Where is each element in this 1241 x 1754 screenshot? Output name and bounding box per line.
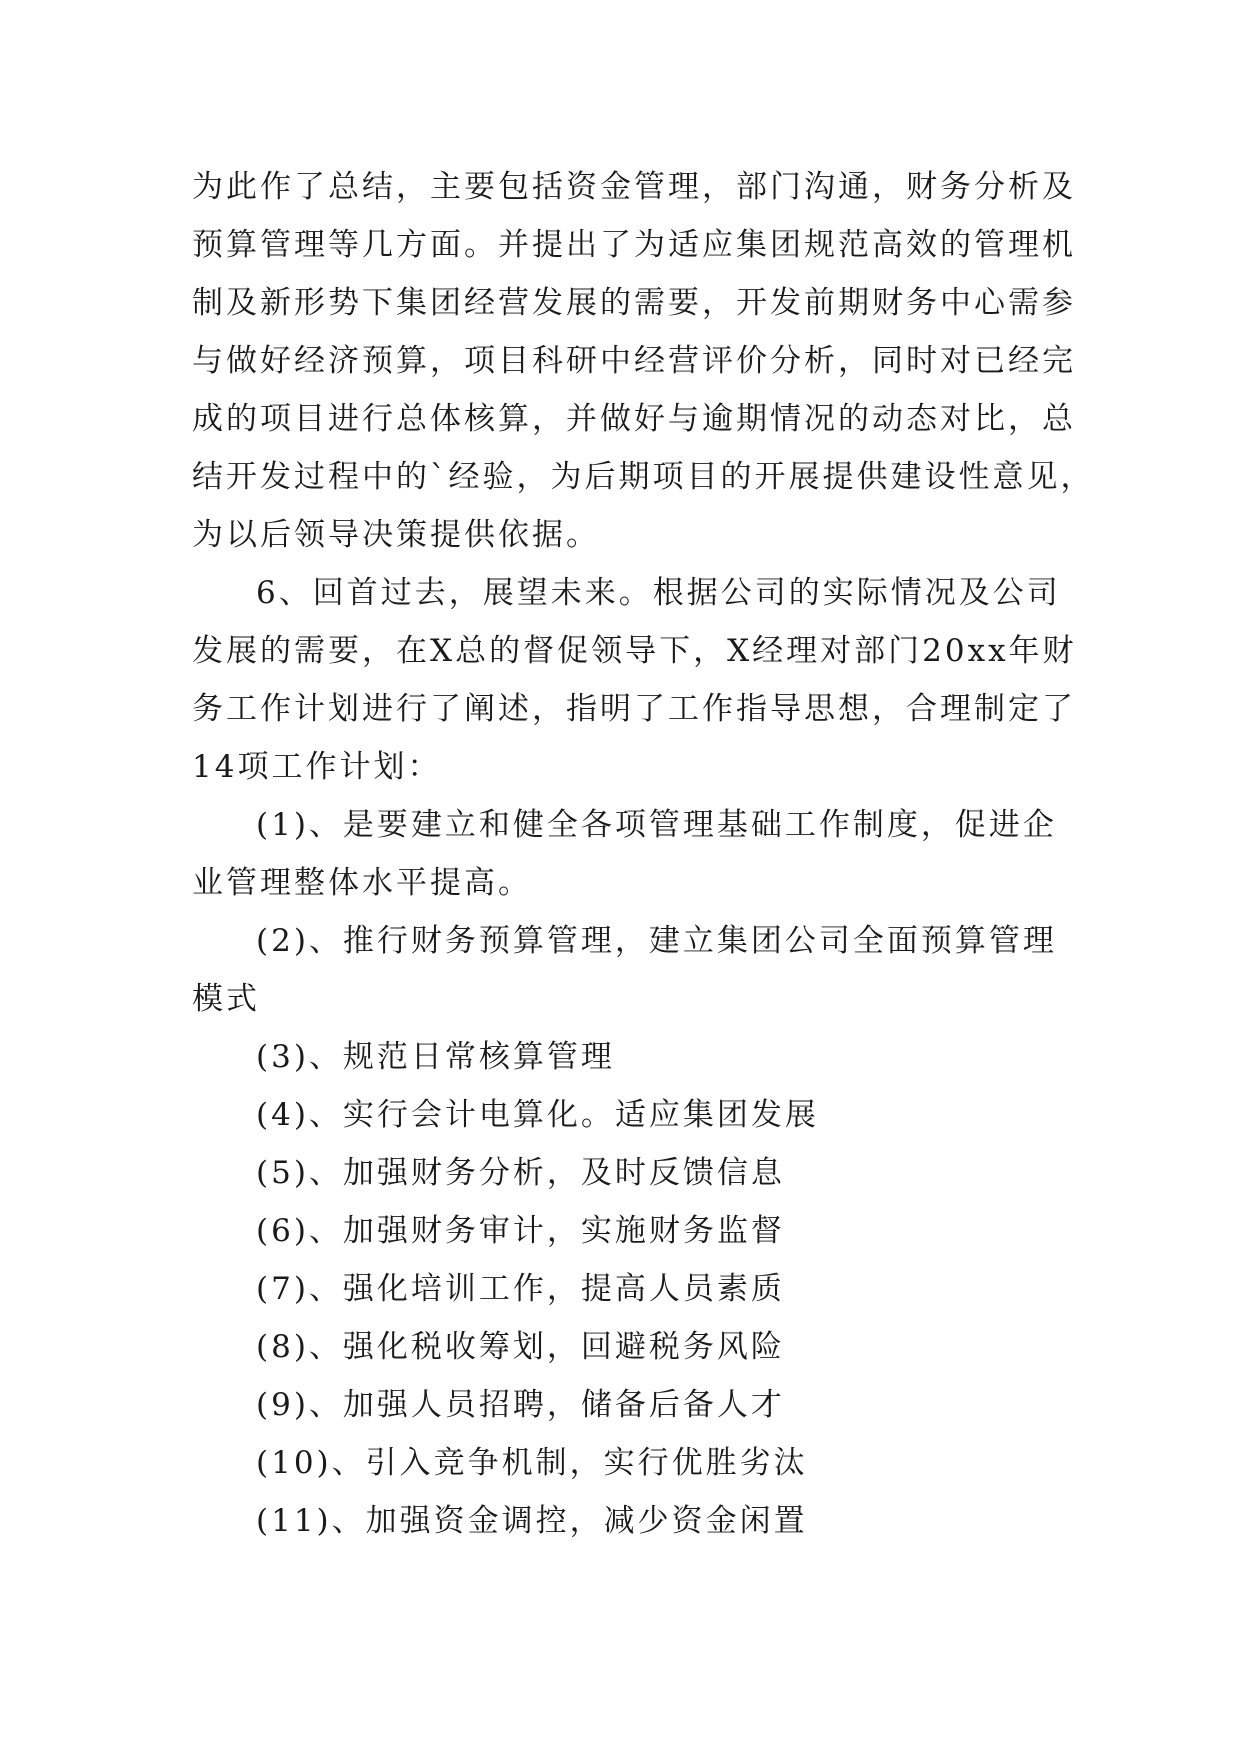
list-item-8: (8)、强化税收筹划，回避税务风险 [256, 1329, 785, 1365]
text-line: 预算管理等几方面。并提出了为适应集团规范高效的管理机 [192, 227, 1076, 263]
section-heading-line: 6、回首过去，展望未来。根据公司的实际情况及公司 [256, 575, 1061, 611]
text-line: 制及新形势下集团经营发展的需要，开发前期财务中心需参 [192, 285, 1076, 321]
text-line: 为以后领导决策提供依据。 [192, 517, 600, 553]
text-line: 成的项目进行总体核算，并做好与逾期情况的动态对比，总 [192, 401, 1076, 437]
list-item-5: (5)、加强财务分析，及时反馈信息 [256, 1155, 785, 1191]
list-item-6: (6)、加强财务审计，实施财务监督 [256, 1213, 785, 1249]
list-item-11: (11)、加强资金调控，减少资金闲置 [256, 1503, 808, 1539]
text-line: 与做好经济预算，项目科研中经营评价分析，同时对已经完 [192, 343, 1076, 379]
text-line: 发展的需要，在X总的督促领导下，X经理对部门20xx年财 [192, 633, 1077, 669]
list-item-7: (7)、强化培训工作，提高人员素质 [256, 1271, 785, 1307]
document-body [192, 158, 1095, 1550]
list-item-9: (9)、加强人员招聘，储备后备人才 [256, 1387, 785, 1423]
list-item-4: (4)、实行会计电算化。适应集团发展 [256, 1097, 819, 1133]
text-line: 为此作了总结，主要包括资金管理，部门沟通，财务分析及 [192, 169, 1076, 205]
list-item-1-continued: 业管理整体水平提高。 [192, 865, 532, 901]
list-item-2: (2)、推行财务预算管理，建立集团公司全面预算管理 [256, 923, 1057, 959]
list-item-1: (1)、是要建立和健全各项管理基础工作制度，促进企 [256, 807, 1057, 843]
list-item-3: (3)、规范日常核算管理 [256, 1039, 615, 1075]
list-item-2-continued: 模式 [192, 981, 260, 1017]
text-line: 14项工作计划： [192, 749, 442, 785]
list-item-10: (10)、引入竞争机制，实行优胜劣汰 [256, 1445, 808, 1481]
text-line: 结开发过程中的`经验，为后期项目的开展提供建设性意见， [192, 459, 1095, 495]
text-line: 务工作计划进行了阐述，指明了工作指导思想，合理制定了 [192, 691, 1076, 727]
